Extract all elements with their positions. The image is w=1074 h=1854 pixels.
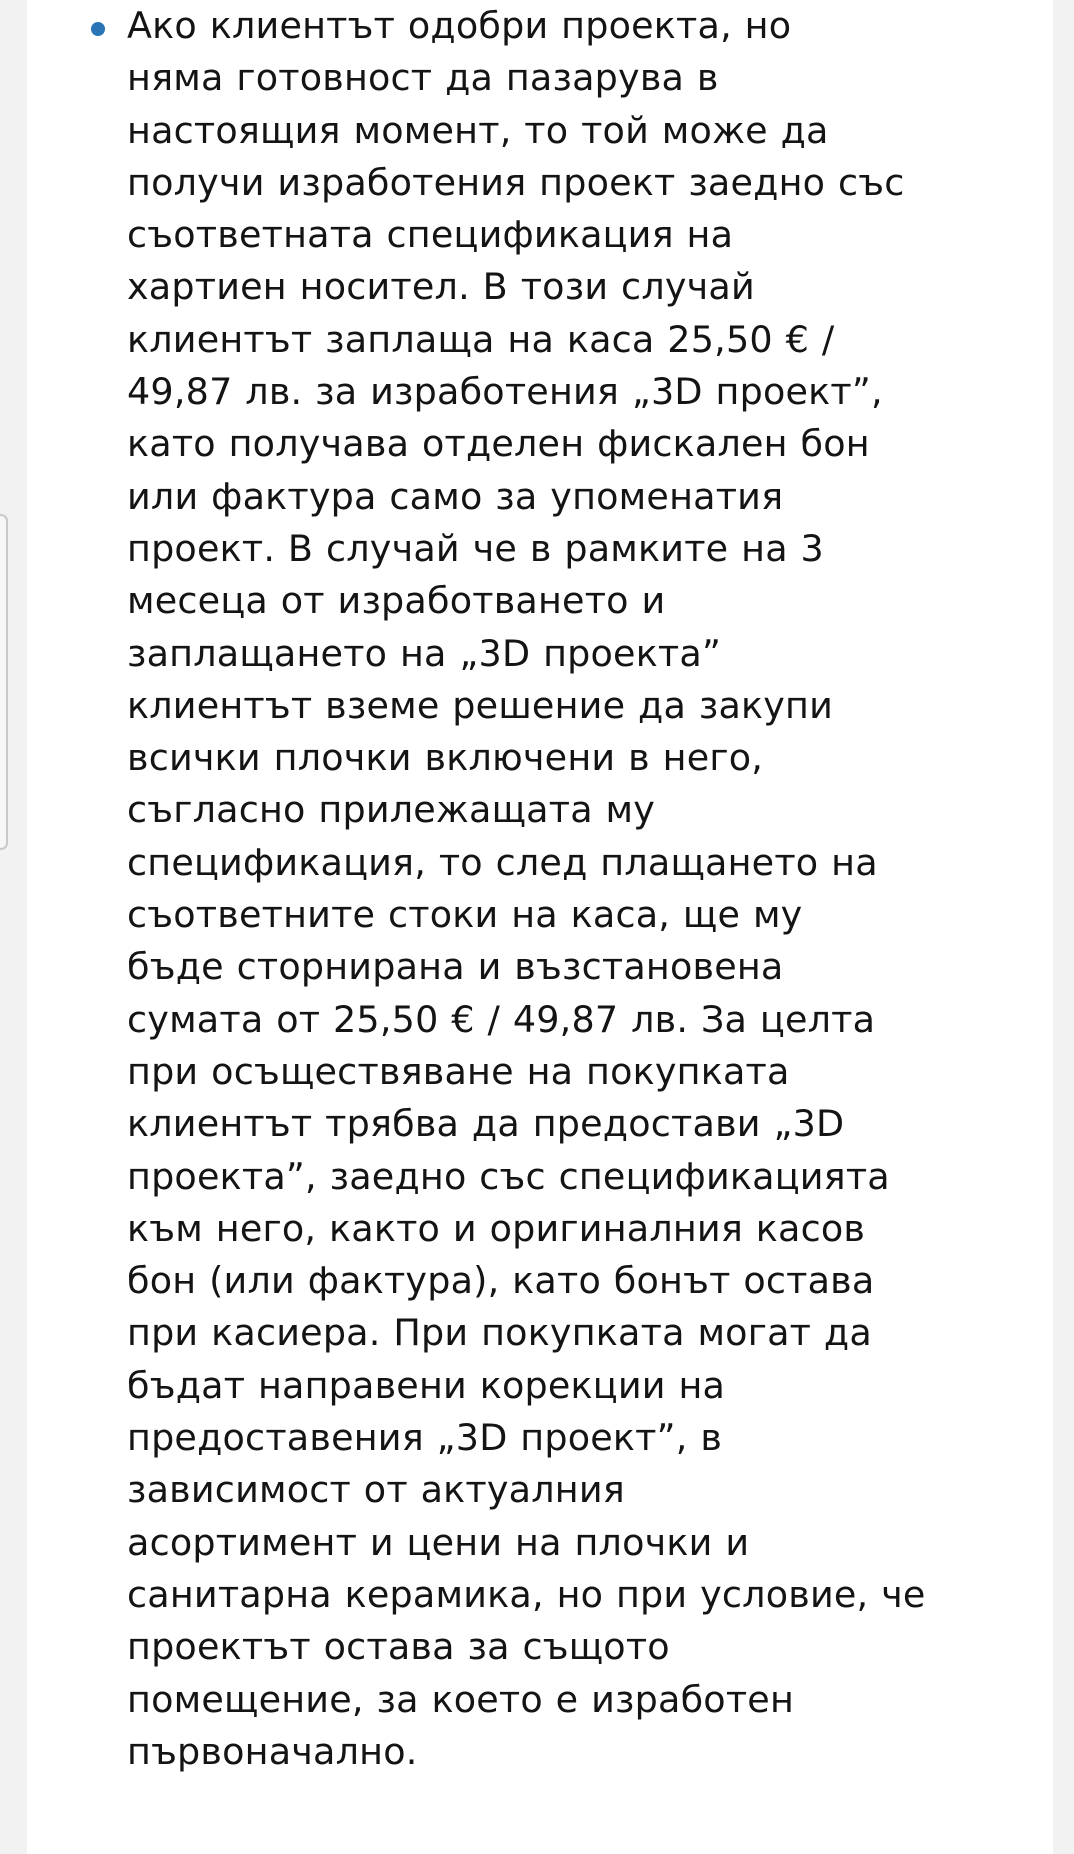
bullet-dot-icon [91,22,105,36]
list-item-text: Ако клиентът одобри проекта, но няма готовност да пазарува в настоящия момент, то той може да получи изработения проект заедно със съответната спецификация на хартиен носител. В този случай клиентът заплаща на каса 25,50 € / 49,87 лв. за изработения „3D проект”, като получава отделен фискален бон или фактура само за упоменатия проект. В случай че в рамките на 3 месеца от изработването и заплащането на „3D проекта” клиентът вземе решение да закупи всички плочки включени в него, съгласно прилежащата му спецификация, то след плащането на съответните стоки на каса, ще му бъде сторнирана и възстановена сумата от 25,50 € / 49,87 лв. За целта при осъществяване на покупката клиентът трябва да предостави „3D проекта”, заедно със спецификацията към него, както и оригиналния касов бон (или фактура), като бонът остава при касиера. При покупката могат да бъдат направени корекции на предоставения „3D проект”, в зависимост от актуалния асортимент и цени на плочки и санитарна керамика, но при условие, че проектът остава за същото помещение, за което е изработен първоначално. [127,4,926,1773]
content-card [27,0,1053,1854]
side-scroll-tab[interactable] [0,514,8,850]
